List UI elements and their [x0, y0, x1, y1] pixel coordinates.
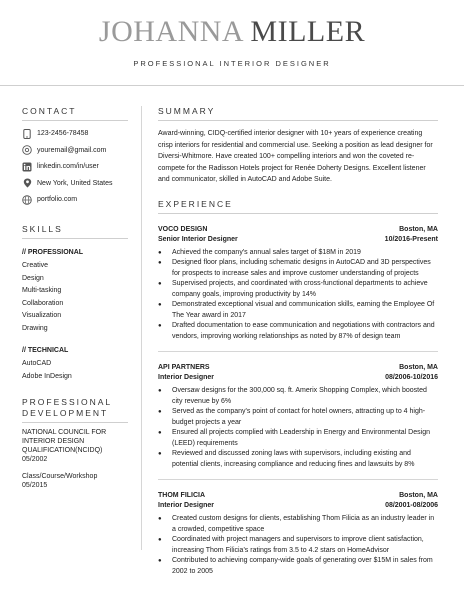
contact-location — [22, 177, 128, 190]
job-dates: 08/2001-08/2006 — [385, 502, 438, 509]
job-company-row — [158, 491, 438, 501]
job-location: Boston, MA — [399, 492, 438, 499]
job-bullet: ● Supervised projects, and coordinated with cross-functional departments to achieve company goals, improving productivity by 14% — [158, 279, 438, 300]
professional-skills-heading: // PROFESSIONAL — [22, 249, 84, 256]
full-name — [0, 16, 464, 48]
job-company: THOM FILICIA — [158, 492, 206, 499]
skill-item: Creative — [22, 262, 49, 269]
skill-item: Multi-tasking — [22, 287, 62, 294]
contact-linkedin — [22, 160, 128, 173]
job-entry — [158, 225, 438, 353]
contact-portfolio — [22, 193, 128, 206]
job-bullet: ● Ensured all projects complied with Leadership in Energy and Environmental Design (LEED) requirements — [158, 428, 438, 449]
development-item — [22, 428, 128, 464]
contact-phone — [22, 127, 128, 140]
job-bullet: ● Oversaw designs for the 300,000 sq. ft. Amerix Shopping Complex, which boosted city revenue by 6% — [158, 386, 438, 407]
summary-text: Award-winning, CIDQ-certified interior designer with 10+ years of experience creating crisp interiors for residential and commercial use. Seeking a position as lead designer for Diversi-Whitmore. Have created 100+ compelling interiors and won the coveted re-compete for the Radisson Hotels project for Renée Doherty Designs. Excellent listener and communicator, skilled in AutoCAD and Adobe Suite. — [158, 130, 433, 183]
contact-heading: CONTACT — [22, 106, 128, 121]
resume-header — [0, 0, 464, 86]
last-name: MILLER — [250, 15, 366, 48]
development-item-line: Class/Course/Workshop — [22, 473, 98, 480]
professional-title: PROFESSIONAL INTERIOR DESIGNER — [133, 59, 331, 68]
technical-skills-list — [22, 358, 128, 383]
job-entry — [158, 363, 438, 480]
job-bullets — [158, 248, 438, 343]
job-bullet: ● Served as the company's point of contact for hotel owners, attracting up to 4 high-budget projects a year — [158, 407, 438, 428]
portfolio-text: portfolio.com — [37, 196, 78, 203]
phone-icon — [22, 129, 32, 139]
column-divider — [141, 106, 142, 550]
job-divider — [158, 351, 438, 352]
job-bullet: ● Reviewed and discussed zoning laws with supervisors, including existing and potential clients, increasing compliance and reducing fines and lawsuits by 8% — [158, 449, 438, 470]
skill-item: Design — [22, 274, 44, 282]
email-text: youremail@gmail.com — [37, 146, 107, 154]
job-bullet: ● Achieved the company's annual sales target of $18M in 2019 — [158, 248, 438, 259]
job-divider — [158, 479, 438, 480]
job-company: API PARTNERS — [158, 364, 210, 371]
development-item — [22, 472, 128, 490]
job-bullet: ● Demonstrated exceptional visual and communication skills, earning the Employee Of The Year award in 2017 — [158, 300, 438, 321]
job-bullet: ● Coordinated with project managers and supervisors to improve client satisfaction, increasing Thom Filicia's ratings from 3.5 to 4.2 stars on HomeAdvisor — [158, 535, 438, 556]
job-role: Interior Designer — [158, 374, 215, 381]
job-bullet: ● Contributed to achieving company-wide goals of generating over $15M in sales from 2002 to 2005 — [158, 556, 438, 577]
development-heading-line1: PROFESSIONAL — [22, 397, 113, 407]
job-location: Boston, MA — [399, 225, 438, 233]
phone-text: 123-2456-78458 — [37, 130, 89, 137]
location-text: New York, United States — [37, 179, 113, 187]
skills-heading: SKILLS — [22, 224, 128, 239]
job-role: Senior Interior Designer — [158, 235, 238, 243]
right-column — [158, 106, 438, 577]
first-name: JOHANNA — [98, 15, 243, 48]
job-bullets — [158, 514, 438, 577]
summary-heading: SUMMARY — [158, 106, 438, 121]
job-bullet: ● Drafted documentation to ease communication and negotiations with contractors and vendors, improving working relationships as noted by 87% of design team — [158, 321, 438, 342]
job-bullet: ● Created custom designs for clients, establishing Thom Filicia as an industry leader in a crowded, competitive space — [158, 514, 438, 535]
job-role: Interior Designer — [158, 502, 215, 509]
contact-list — [22, 127, 128, 206]
job-company-row — [158, 363, 438, 373]
development-heading-line2: DEVELOPMENT — [22, 408, 109, 418]
job-dates: 10/2016-Present — [384, 235, 438, 243]
job-role-row — [158, 373, 438, 383]
development-item-line: QUALIFICATION(NCIDQ) — [22, 447, 103, 454]
development-heading — [22, 397, 128, 423]
skill-item: Adobe InDesign — [22, 372, 72, 380]
skill-item: AutoCAD — [22, 360, 52, 367]
globe-icon — [22, 195, 32, 205]
experience-heading: EXPERIENCE — [158, 199, 438, 214]
job-location: Boston, MA — [399, 364, 438, 371]
development-item-date: 05/2015 — [22, 482, 48, 489]
skill-item: Drawing — [22, 324, 48, 332]
professional-skills-list — [22, 260, 128, 335]
job-role-row — [158, 501, 438, 511]
development-item-line: NATIONAL COUNCIL FOR — [22, 429, 107, 436]
job-bullets — [158, 386, 438, 470]
development-item-date: 05/2002 — [22, 456, 48, 463]
job-role-row — [158, 235, 438, 245]
linkedin-icon — [22, 162, 32, 172]
left-column — [22, 106, 128, 490]
contact-email — [22, 144, 128, 157]
job-entry — [158, 491, 438, 577]
at-sign-icon — [22, 145, 32, 155]
job-company: VOCO DESIGN — [158, 225, 208, 233]
linkedin-text: linkedin.com/in/user — [37, 163, 99, 170]
skill-item: Collaboration — [22, 299, 64, 307]
job-bullet: ● Designed floor plans, including schematic designs in AutoCAD and 3D perspectives for prospects to increase sales and improve customer understanding of projects — [158, 258, 438, 279]
development-item-line: INTERIOR DESIGN — [22, 438, 85, 445]
job-company-row — [158, 225, 438, 235]
technical-skills-heading: // TECHNICAL — [22, 347, 69, 354]
location-pin-icon — [22, 178, 32, 188]
skill-item: Visualization — [22, 312, 62, 319]
job-dates: 08/2006-10/2016 — [385, 374, 438, 381]
